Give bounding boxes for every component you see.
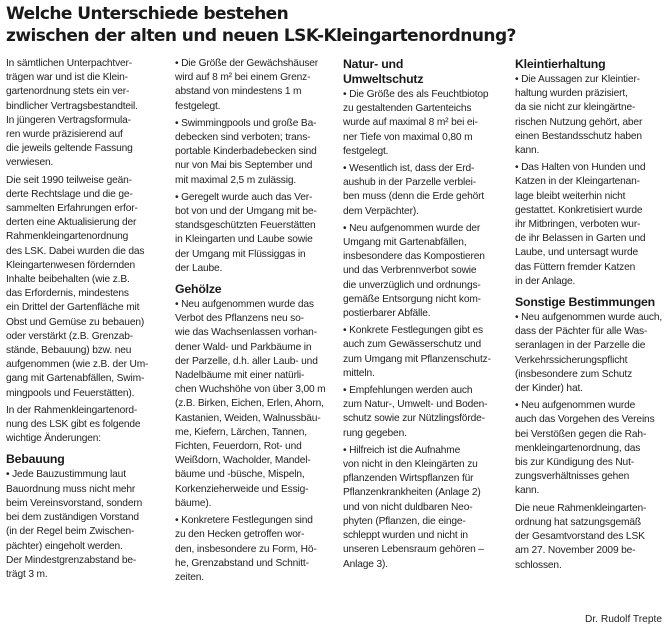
paragraph-gewaesserschutz: • Konkrete Festlegungen gibt es auch zum Gewässerschutz und zum Umgang mit Pflanzenschutz- mitteln. bbox=[343, 325, 491, 379]
heading-bebauung: Bebauung bbox=[6, 452, 65, 467]
column-1 bbox=[6, 57, 166, 582]
column-4 bbox=[515, 57, 669, 573]
author-name: Dr. Rudolf Trepte bbox=[584, 614, 662, 625]
paragraph-wirtspflanzen: • Hilfreich ist die Aufnahme von nicht in den Kleingärten zu pflanzenden Wirtspflanzen für Pflanzenkrankheiten (Anlage 2) und von nicht duldbaren Neo- phyten (Pflanzen, die einge- schleppt wurden und nicht in unseren Lebensraum gehören – Anlage 3). bbox=[343, 444, 484, 570]
heading-natur-umweltschutz: Natur- und Umweltschutz bbox=[343, 57, 424, 86]
paragraph-swimmingpools: • Swimmingpools und große Ba- debecken sind verboten; trans- portable Kinderbadebecken sind nur von Mai bis September und mit maximal 2,5 m zulässig. bbox=[175, 117, 317, 186]
heading-gehoelze: Gehölze bbox=[175, 282, 222, 297]
paragraph-verstoesse: • Neu aufgenommen wurde auch das Vorgehen des Vereins bei Verstößen gegen die Rah- menkleingartenordnung, das bis zur Kündigung des Nut- zungsverhältnisses gehen kann. bbox=[515, 400, 655, 497]
paragraph-gartenteich: • Die Größe des als Feuchtbiotop zu gestaltenden Gartenteichs wurde auf maximal 8 m² bei ei- ner Tiefe von maximal 0,80 m festgelegt. bbox=[343, 89, 489, 157]
paragraph-erdaushub: • Wesentlich ist, dass der Erd- aushub in der Parzelle verblei- ben muss (denn die Erde gehört dem Verpächter). bbox=[343, 163, 485, 217]
article-title: Welche Unterschiede bestehen zwischen der alten und neuen LSK-Kleingartenordnung? bbox=[6, 4, 516, 46]
paragraph-kleintier-aussagen: • Die Aussagen zur Kleintier- haltung wurden präzisiert, da sie nicht zur kleingärtne- rischen Nutzung gehört, aber einen Bestandsschutz haben kann. bbox=[515, 74, 643, 157]
column-2 bbox=[175, 57, 337, 585]
paragraph-baeume: • Neu aufgenommen wurde das Verbot des Pflanzens neu so- wie das Wachsenlassen vorhan- dener Wald- und Parkbäume in der Parzelle, d.h. aller Laub- und Nadelbäume mit einer natürli- chen Wuchshöhe von über 3,00 m (z.B. Birken, Eichen, Erlen, Ahorn, Kastanien, Weiden, Walnussbäu- me, Kiefern, Lärchen, Tannen, Fichten, Feuerdorn, Rot- und Weißdorn, Wacholder, Mandel- bäume und -büsche, Mispeln, Korkenzieherweide und Essig- bäume). bbox=[175, 299, 326, 509]
paragraph-empfehlungen: • Empfehlungen werden auch zum Natur-, Umwelt- und Boden- schutz sowie zur Nützlingsförde- rung gegeben. bbox=[343, 385, 488, 439]
paragraph-legal-situation: Die seit 1990 teilweise geän- derte Rechtslage und die ge- sammelten Erfahrungen erfor- derten eine Aktualisierung der Rahmenkleingartenordnung des LSK. Dabei wurden die das Kleingartenwesen fördernden Inhalte beibehalten (wie z.B. das Erfordernis, mindestens ein Drittel der Gartenfläche mit Obst und Gemüse zu bebauen) oder verstärkt (z.B. Grenzab- stände, Bebauung) bzw. neu aufgenommen (wie z.B. der Um- gang mit Gartenabfällen, Swim- mingpools und Feuerstätten). bbox=[6, 174, 149, 399]
heading-sonstige-bestimmungen: Sonstige Bestimmungen bbox=[515, 295, 655, 310]
column-3 bbox=[343, 57, 507, 572]
paragraph-feuerstaetten: • Geregelt wurde auch das Ver- bot von und der Umgang mit be- standsgeschützten Feuerstätten in Kleingarten und Laube sowie der Umgang mit Flüssiggas in der Laube. bbox=[175, 191, 317, 274]
paragraph-intro: In sämtlichen Unterpachtver- trägen war und ist die Klein- gartenordnung stets ein ver- bindlicher Vertragsbestandteil. In jüngeren Vertragsformula- ren wurde präzisierend auf die jeweils geltende Fassung verwiesen. bbox=[6, 58, 138, 169]
paragraph-gartenabfaelle: • Neu aufgenommen wurde der Umgang mit Gartenabfällen, insbesondere das Kompostieren und das Verbrennverbot sowie die unverzüglich und ordnungs- gemäße Entsorgung nicht kom- postierbarer Abfälle. bbox=[343, 222, 485, 320]
paragraph-bauzustimmung: • Jede Bauzustimmung laut Bauordnung muss nicht mehr beim Vereinsvorstand, sondern bei dem zuständigen Vorstand (in der Regel beim Zwischen- pächter) eingeholt werden. Der Mindestgrenzabstand be- trägt 3 m. bbox=[6, 469, 143, 580]
paragraph-hecken: • Konkretere Festlegungen sind zu den Hecken getroffen wor- den, insbesondere zu Form, Hö- he, Grenzabstand und Schnitt- zeiten. bbox=[175, 515, 317, 583]
paragraph-changes-intro: In der Rahmenkleingartenord- nung des LSK gibt es folgende wichtige Änderungen: bbox=[6, 404, 141, 445]
paragraph-gewaechshaeuser: • Die Größe der Gewächshäuser wird auf 8 m² bei einem Grenz- abstand von mindestens 1 m festgelegt. bbox=[175, 58, 319, 112]
paragraph-hunde-katzen: • Das Halten von Hunden und Katzen in der Kleingartenan- lage bleibt weiterhin nicht gestattet. Konkretisiert wurde ihr Mitbringen, verboten wur- de ihr Belassen in Garten und Laube, und untersagt wurde das Füttern fremder Katzen in der Anlage. bbox=[515, 162, 646, 287]
heading-kleintierhaltung: Kleintierhaltung bbox=[515, 57, 606, 71]
paragraph-wasseranlagen: • Neu aufgenommen wurde auch, dass der Pächter für alle Was- seranlagen in der Parzelle die Verkehrssicherungspflicht (insbesondere zum Schutz der Kinder) hat. bbox=[515, 312, 663, 395]
paragraph-beschluss: Die neue Rahmenkleingarten- ordnung hat satzungsgemäß der Gesamtvorstand des LSK am 27. November 2009 be- schlossen. bbox=[515, 502, 647, 571]
